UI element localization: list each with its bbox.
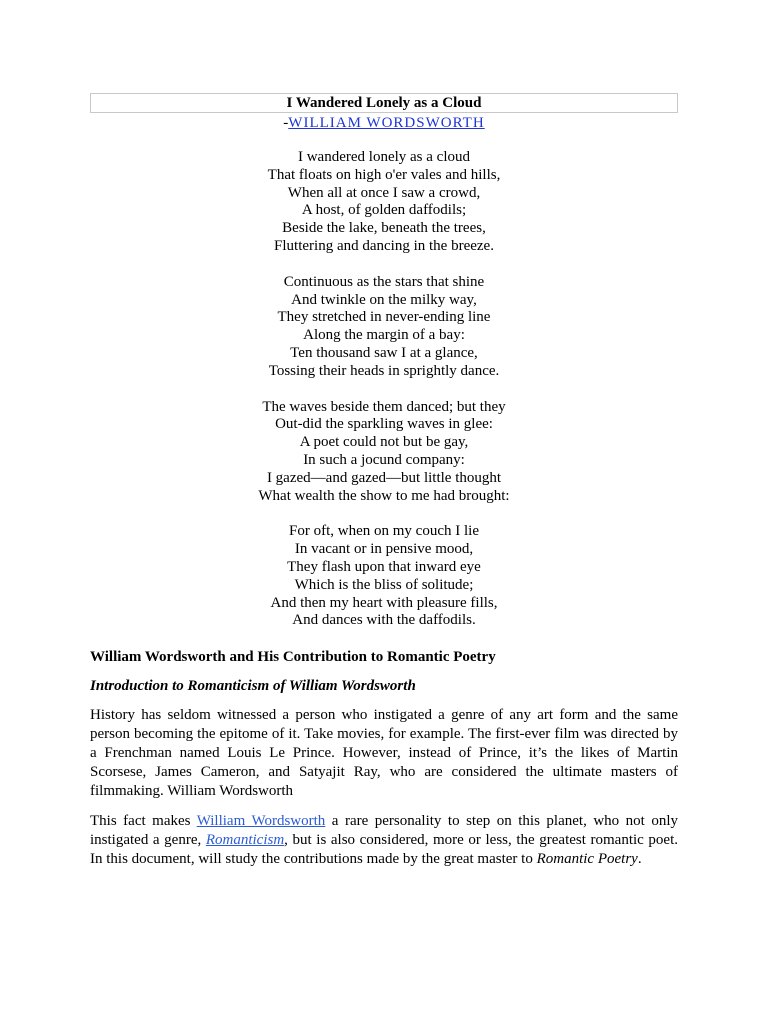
section-heading: William Wordsworth and His Contribution to Romantic Poetry: [90, 649, 496, 666]
poem-line: I gazed—and gazed—but little thought: [266, 469, 502, 486]
stanza-1: [90, 149, 678, 256]
poem-line: Along the margin of a bay:: [303, 327, 465, 344]
romanticism-link[interactable]: Romanticism: [205, 832, 285, 849]
paragraph-text: This fact makes: [90, 813, 197, 830]
wordsworth-link[interactable]: William Wordsworth: [196, 813, 326, 830]
poem: [90, 149, 678, 630]
poem-line: And dances with the daffodils.: [292, 612, 476, 629]
poem-line: Tossing their heads in sprightly dance.: [268, 362, 500, 379]
poem-line: Continuous as the stars that shine: [283, 273, 485, 290]
poem-line: In vacant or in pensive mood,: [294, 541, 474, 558]
poem-line: Ten thousand saw I at a glance,: [290, 344, 478, 361]
poem-line: And then my heart with pleasure fills,: [270, 594, 498, 611]
poem-line: What wealth the show to me had brought:: [258, 487, 510, 504]
author-line: [90, 114, 678, 132]
poem-line: The waves beside them danced; but they: [262, 398, 506, 415]
stanza-2: [90, 274, 678, 381]
poem-line: And twinkle on the milky way,: [291, 291, 477, 308]
poem-line: They flash upon that inward eye: [287, 558, 481, 575]
poem-line: Out-did the sparkling waves in glee:: [275, 416, 493, 433]
poem-line: When all at once I saw a crowd,: [287, 184, 481, 201]
poem-line: That floats on high o'er vales and hills,: [267, 166, 501, 183]
poem-line: In such a jocund company:: [303, 451, 465, 468]
paragraph-text: .: [637, 851, 642, 868]
poem-line: I wandered lonely as a cloud: [297, 149, 471, 165]
stanza-3: [90, 399, 678, 506]
poem-line: Which is the bliss of solitude;: [294, 576, 474, 593]
stanza-4: [90, 523, 678, 630]
paragraph-2: [90, 812, 678, 869]
poem-line: Beside the lake, beneath the trees,: [282, 220, 486, 237]
romantic-poetry-italic: Romantic Poetry: [536, 851, 638, 868]
author-link[interactable]: WILLIAM WORDSWORTH: [288, 115, 485, 131]
poem-title: I Wandered Lonely as a Cloud: [90, 93, 678, 113]
poem-line: They stretched in never-ending line: [277, 309, 491, 326]
poem-line: Fluttering and dancing in the breeze.: [274, 237, 494, 254]
author-prefix: -: [283, 115, 289, 131]
subheading: Introduction to Romanticism of William Wordsworth: [90, 678, 416, 695]
poem-line: A host, of golden daffodils;: [301, 202, 467, 219]
poem-line: A poet could not but be gay,: [299, 434, 469, 451]
paragraph-1: History has seldom witnessed a person who instigated a genre of any art form and the same person becoming the epitome of it. Take movies, for example. The first-ever film was directed by a Frenchman named Louis Le Prince. However, instead of Prince, it’s the likes of Martin Scorsese, James Cameron, and Satyajit Ray, who are considered the ultimate masters of filmmaking. William Wordsworth: [90, 707, 678, 800]
paragraph-text: , but is also considered, more or less, the greatest romantic poet. In this document, will study the contributions made by the great master to: [90, 832, 678, 868]
paragraph-text: a rare personality to step on this planet, who not only instigated a genre,: [90, 813, 678, 849]
document-page: [90, 93, 678, 869]
poem-line: For oft, when on my couch I lie: [289, 523, 479, 540]
